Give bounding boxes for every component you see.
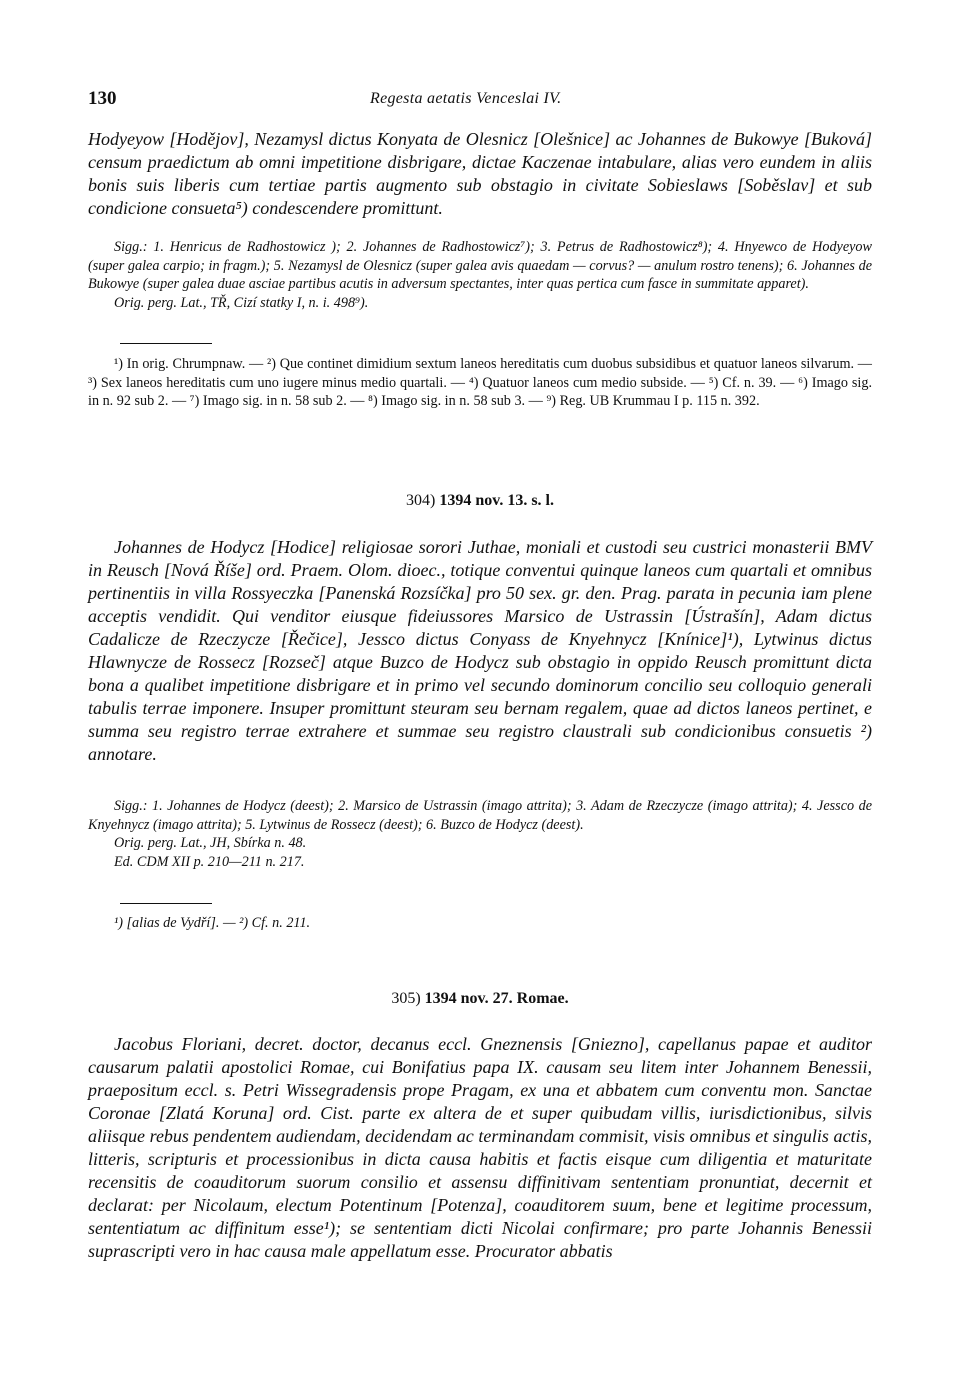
entry-304-footnotes-text: ¹) [alias de Vydří]. — ²) Cf. n. 211. [114,915,311,931]
prev-entry-orig: Orig. perg. Lat., TŘ, Cizí statky I, n. i. 498⁹). [114,294,369,311]
entry-304-date: 1394 nov. 13. s. l. [439,492,554,509]
prev-entry-body: Hodyeyow [Hodějov], Nezamysl dictus Konyata de Olesnicz [Olešnice] ac Johannes de Bukowye [Buková] censum praedictum ab omni impetitione disbrigare, dictae Kaczenae intabulare, alias vero eundem in aliis bonis suis liberis cum tertiae partis augmento sub obstagio in civitate Sobieslaws [Soběslav] et sub condicione consueta⁵) condescendere promittunt. [88,129,872,218]
entry-305-number: 305) [391,990,421,1007]
prev-entry-footnotes [88,355,872,411]
entry-304-orig: Orig. perg. Lat., JH, Sbírka n. 48. [114,835,307,851]
entry-305-heading [0,990,960,1008]
running-title: Regesta aetatis Venceslai IV. [370,90,562,107]
page-number: 130 [88,88,117,109]
footnote-rule [120,903,212,904]
prev-entry-sigg: Sigg.: 1. Henricus de Radhostowicz ); 2. Johannes de Radhostowicz⁷); 3. Petrus de Radhostowicz⁸); 4. Hnyewco de Hodyeyow (super galea carpio; in fragm.); 5. Nezamysl de Olesnicz (super galea avis quaedam — corvus? — anulum rostro tenens); 6. Johannes de Bukowye (super galea duae asciae partibus acutis in adversum spectantes, inter quas pertica cum fasce in summitate apparet). [88,239,872,292]
prev-entry-notes [88,238,872,312]
entry-305-body: Jacobus Floriani, decret. doctor, decanus eccl. Gneznensis [Gniezno], capellanus papae et auditor causarum palatii apostolici Romae, cui Bonifatius papa IX. causam seu litem inter Johannem Benessii, praepositum eccl. s. Petri Wissegradensis prope Pragam, ex una et abbatem cum conventu mon. Sanctae Coronae [Zlatá Koruna] ord. Cist. parte ex altera de et super quibudam villis, iurisdictionibus, silvis aliisque rebus pendentem audiendam, decidendam ac terminandam commisit, visis omnibus et singulis actis, litteris, scripturis et processionibus in dicta causa habitis et factis eisque cum diligentia et maturitate recensitis de coauditorum suorum consilio et assensu diffinitivam sententiam pronuntiat, decernit et declarat: per Nicolaum, electum Potentinum [Potenza], coauditorem suum, bene et legitime processum, sententiatum ac diffinitum esse¹); se sententiam dicti Nicolai confirmare; pro parte Johannis Benessii suprascripti vero in hac causa male appellatum esse. Procurator abbatis [88,1034,872,1261]
entry-305-date: 1394 nov. 27. Romae. [424,990,569,1007]
entry-304-body: Johannes de Hodycz [Hodice] religiosae sorori Juthae, moniali et custodi seu custrici monasterii BMV in Reusch [Nová Říše] ord. Praem. Olom. dioec., totique conventui quinque laneos cum quartali et omnibus pertinentiis in villa Rossyeczka [Panenská Rozsíčka] pro 50 sex. gr. den. Prag. parata in pecunia iam plene acceptis vendidit. Qui venditor eiusque fideiussores Marsico de Ustrassin [Ústrašín], Adam dictus Cadalicze de Rzeczycze [Řečice], Jessco dictus Conyass de Knyehnycz [Knínice]¹), Lytwinus dictus Hlawnycze de Rossecz [Rozseč] atque Buzco de Hodycz sub obstagio in oppido Reusch promittunt dicta bona a qualibet impetitione disbrigare et in primo vel secundo dominorum concilio seu colloquio generali tabulis terrae imponere. Insuper promittunt steuram seu bernam regalem, quae ad dictos laneos pertinet, e summa seu registro terrae extrahere et summae seu registro claustrali sub condicionibus consuetis ²) annotare. [88,537,872,764]
prev-entry-footnotes-text: ¹) In orig. Chrumpnaw. — ²) Que continet dimidium sextum laneos hereditatis cum duobus subsidibus et quatuor laneos silvarum. — ³) Sex laneos hereditatis cum uno iugere minus medio quartali. — ⁴) Quatuor laneos cum medio subside. — ⁵) Cf. n. 39. — ⁶) Imago sig. in n. 92 sub 2. — ⁷) Imago sig. in n. 58 sub 2. — ⁸) Imago sig. in n. 58 sub 3. — ⁹) Reg. UB Krummau I p. 115 n. 392. [88,356,872,409]
entry-304-heading [0,492,960,510]
entry-304-sigg: Sigg.: 1. Johannes de Hodycz (deest); 2. Marsico de Ustrassin (imago attrita); 3. Adam de Rzeczycze (imago attrita); 4. Jessco de Knyehnycz (imago attrita); 5. Lytwinus de Rossecz (deest); 6. Buzco de Hodycz (deest). [88,798,872,833]
entry-304-notes [88,797,872,871]
footnote-rule [120,343,212,344]
entry-304-number: 304) [405,492,436,509]
entry-304-ed: Ed. CDM XII p. 210—211 n. 217. [114,853,305,870]
entry-304-footnotes [88,914,872,933]
